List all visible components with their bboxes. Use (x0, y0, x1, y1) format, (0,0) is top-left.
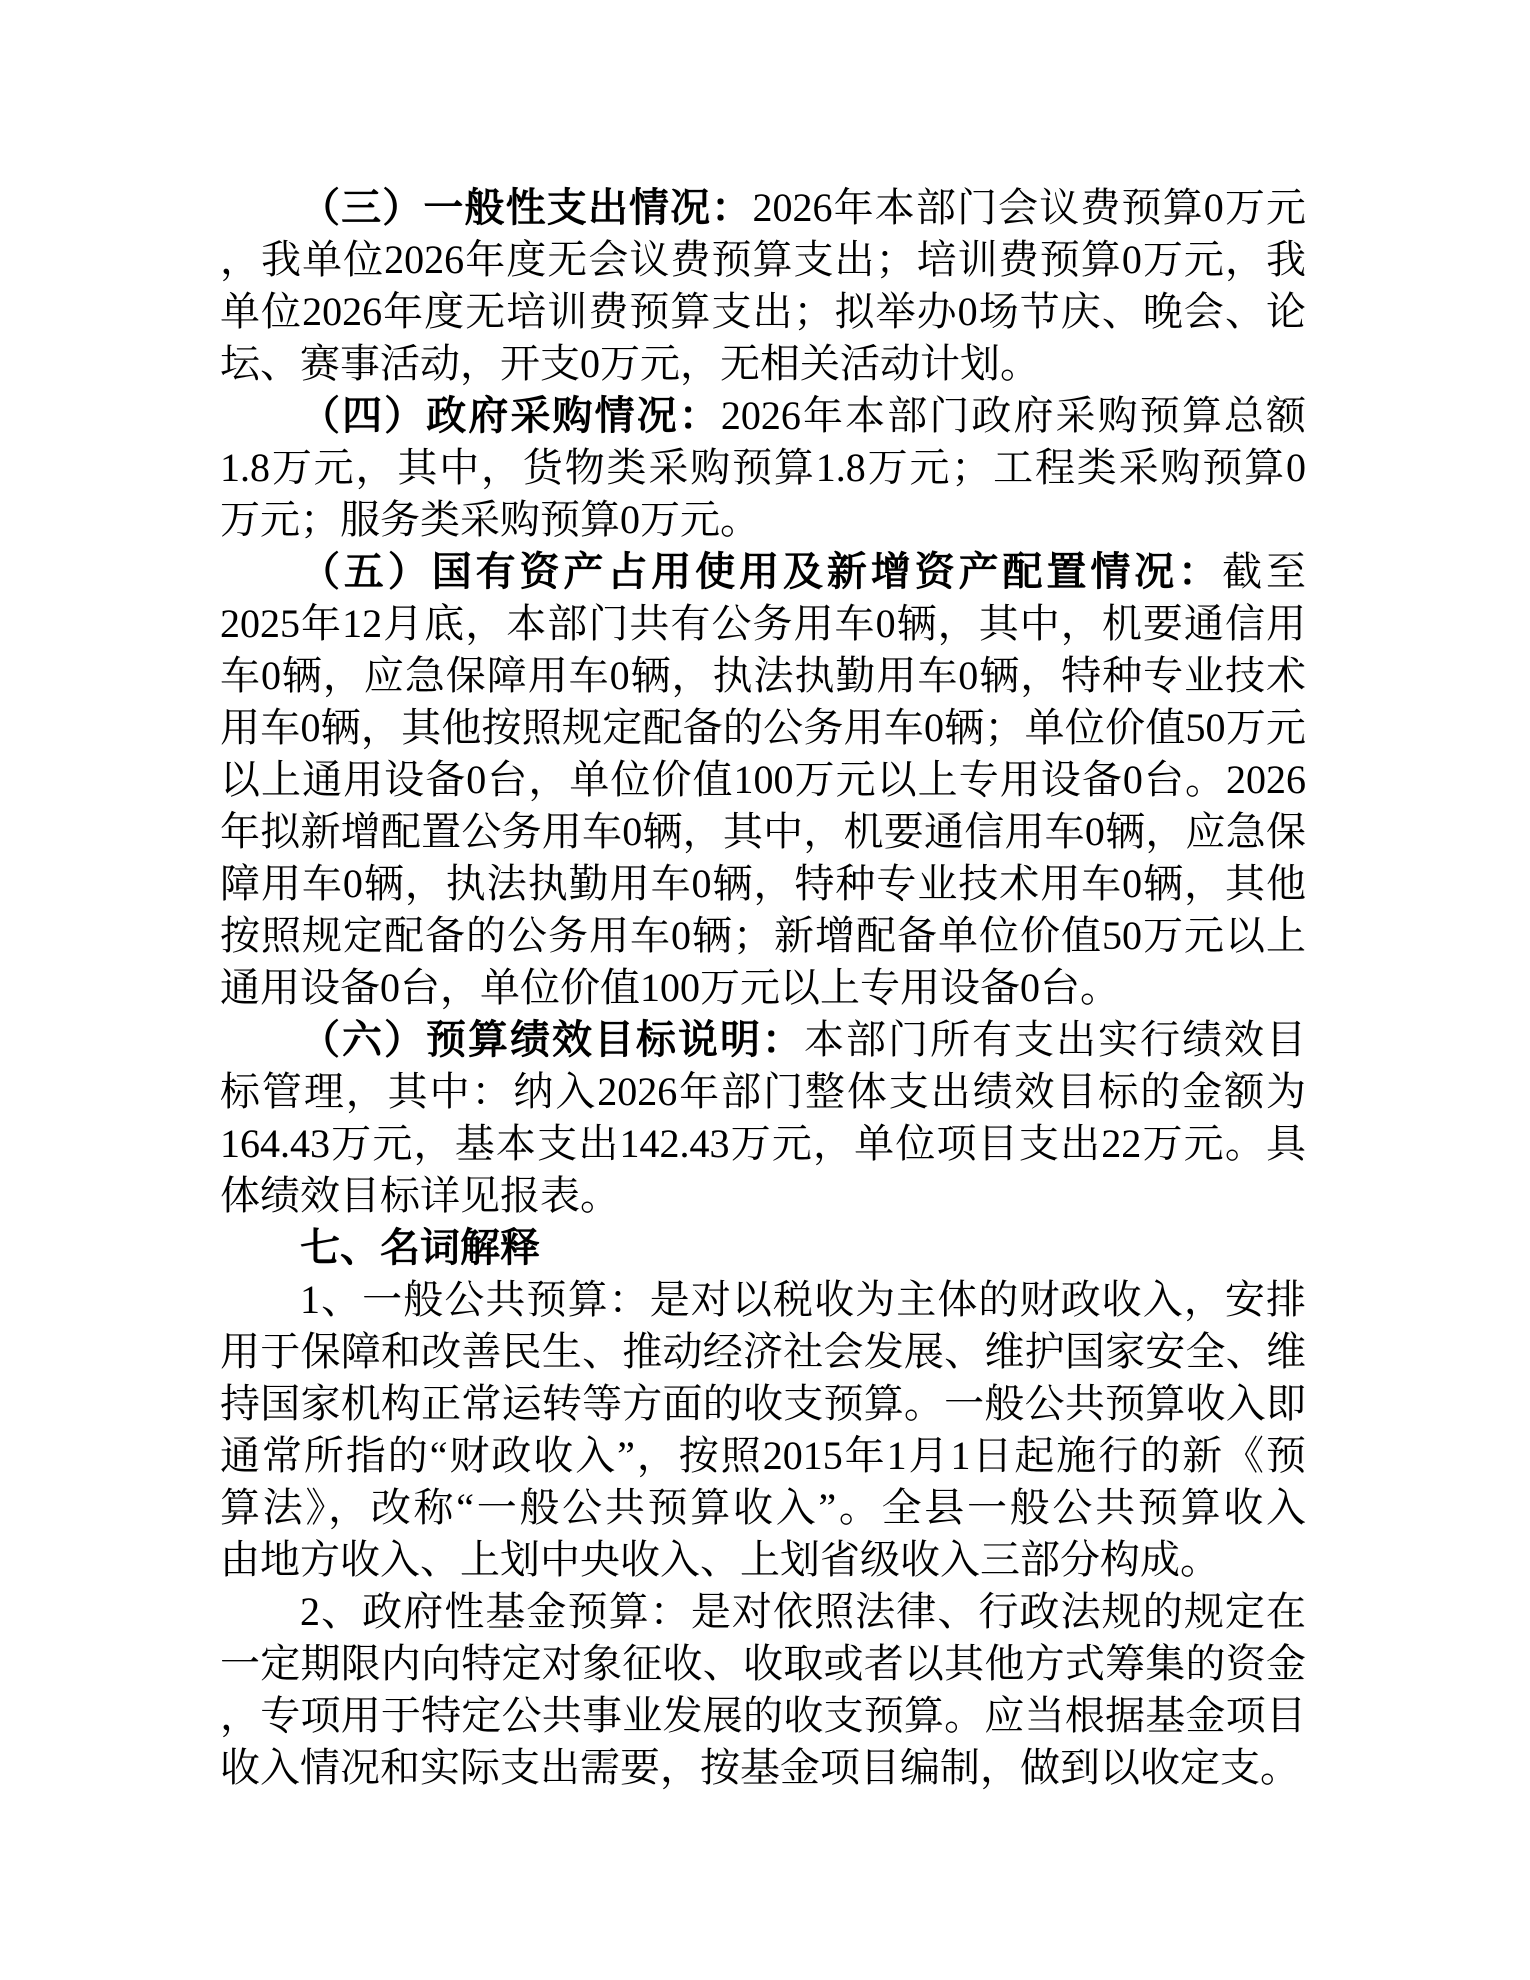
text-line (220, 650, 1306, 702)
text-line (220, 546, 1306, 598)
text-line (220, 1586, 1306, 1638)
text-line (220, 494, 1306, 546)
para-performance-targets (220, 1014, 1306, 1222)
text-segment-bold: 七、名词解释 (300, 1225, 540, 1270)
text-segment: 持国家机构正常运转等方面的收支预算。一般公共预算收入即 (220, 1381, 1306, 1426)
text-line (220, 1638, 1306, 1690)
text-line (220, 806, 1306, 858)
text-line (220, 1118, 1306, 1170)
para-government-fund-budget (220, 1586, 1306, 1794)
text-line (220, 910, 1306, 962)
text-segment: 通常所指的“财政收入”，按照2015年1月1日起施行的新《预 (220, 1433, 1306, 1478)
text-segment: 2025年12月底，本部门共有公务用车0辆，其中，机要通信用 (220, 601, 1306, 646)
text-segment: 坛、赛事活动，开支0万元，无相关活动计划。 (220, 341, 1040, 386)
text-segment: 2026年本部门政府采购预算总额 (720, 393, 1307, 438)
text-line (220, 858, 1306, 910)
text-segment: ，我单位2026年度无会议费预算支出；培训费预算0万元，我 (220, 237, 1306, 282)
text-segment: 一定期限内向特定对象征收、收取或者以其他方式筹集的资金 (220, 1641, 1306, 1686)
text-line (220, 442, 1306, 494)
text-segment: 由地方收入、上划中央收入、上划省级收入三部分构成。 (220, 1537, 1220, 1582)
text-line (220, 1170, 1306, 1222)
text-segment: 算法》，改称“一般公共预算收入”。全县一般公共预算收入 (220, 1485, 1306, 1530)
text-segment: 本部门所有支出实行绩效目 (804, 1017, 1306, 1062)
text-segment: 截至 (1222, 549, 1307, 594)
text-segment-bold: （四）政府采购情况： (300, 393, 721, 438)
text-line (220, 754, 1306, 806)
text-line (220, 1014, 1306, 1066)
para-state-assets (220, 546, 1306, 1014)
text-line (220, 234, 1306, 286)
text-segment: 用车0辆，其他按照规定配备的公务用车0辆；单位价值50万元 (220, 705, 1306, 750)
heading-glossary (220, 1222, 1306, 1274)
para-government-procurement (220, 390, 1306, 546)
text-segment: 2、政府性基金预算：是对依照法律、行政法规的规定在 (300, 1589, 1306, 1634)
text-segment: ，专项用于特定公共事业发展的收支预算。应当根据基金项目 (220, 1693, 1306, 1738)
text-segment: 万元；服务类采购预算0万元。 (220, 497, 760, 542)
para-general-public-budget (220, 1274, 1306, 1586)
text-segment: 以上通用设备0台，单位价值100万元以上专用设备0台。2026 (220, 757, 1306, 802)
text-segment: 通用设备0台，单位价值100万元以上专用设备0台。 (220, 965, 1120, 1010)
text-line (220, 1534, 1306, 1586)
section-heading-glossary (220, 1222, 1306, 1274)
text-line (220, 702, 1306, 754)
text-line (220, 962, 1306, 1014)
text-segment-bold: （三）一般性支出情况： (300, 185, 753, 230)
text-segment: 1.8万元，其中，货物类采购预算1.8万元；工程类采购预算0 (220, 445, 1306, 490)
text-line (220, 1482, 1306, 1534)
text-line (220, 1690, 1306, 1742)
text-line (220, 1326, 1306, 1378)
text-segment: 车0辆，应急保障用车0辆，执法执勤用车0辆，特种专业技术 (220, 653, 1306, 698)
text-segment: 年拟新增配置公务用车0辆，其中，机要通信用车0辆，应急保 (220, 809, 1306, 854)
text-segment: 2026年本部门会议费预算0万元 (752, 185, 1307, 230)
text-segment: 用于保障和改善民生、推动经济社会发展、维护国家安全、维 (220, 1329, 1306, 1374)
text-line (220, 182, 1306, 234)
text-line (220, 1742, 1306, 1794)
para-general-expenditure (220, 182, 1306, 390)
text-segment: 收入情况和实际支出需要，按基金项目编制，做到以收定支。 (220, 1745, 1300, 1790)
text-line (220, 1430, 1306, 1482)
text-segment-bold: （六）预算绩效目标说明： (300, 1017, 804, 1062)
text-segment: 单位2026年度无培训费预算支出；拟举办0场节庆、晚会、论 (220, 289, 1306, 334)
text-line (220, 1066, 1306, 1118)
text-segment: 体绩效目标详见报表。 (220, 1173, 620, 1218)
text-segment: 标管理，其中：纳入2026年部门整体支出绩效目标的金额为 (220, 1069, 1306, 1114)
document-body (220, 182, 1306, 1794)
text-segment: 164.43万元，基本支出142.43万元，单位项目支出22万元。具 (220, 1121, 1306, 1166)
text-line (220, 390, 1306, 442)
text-segment-bold: （五）国有资产占用使用及新增资产配置情况： (300, 549, 1223, 594)
text-line (220, 1378, 1306, 1430)
text-line (220, 598, 1306, 650)
text-line (220, 338, 1306, 390)
text-line (220, 286, 1306, 338)
text-segment: 按照规定配备的公务用车0辆；新增配备单位价值50万元以上 (220, 913, 1306, 958)
text-segment: 障用车0辆，执法执勤用车0辆，特种专业技术用车0辆，其他 (220, 861, 1306, 906)
text-segment: 1、一般公共预算：是对以税收为主体的财政收入，安排 (300, 1277, 1306, 1322)
text-line (220, 1274, 1306, 1326)
